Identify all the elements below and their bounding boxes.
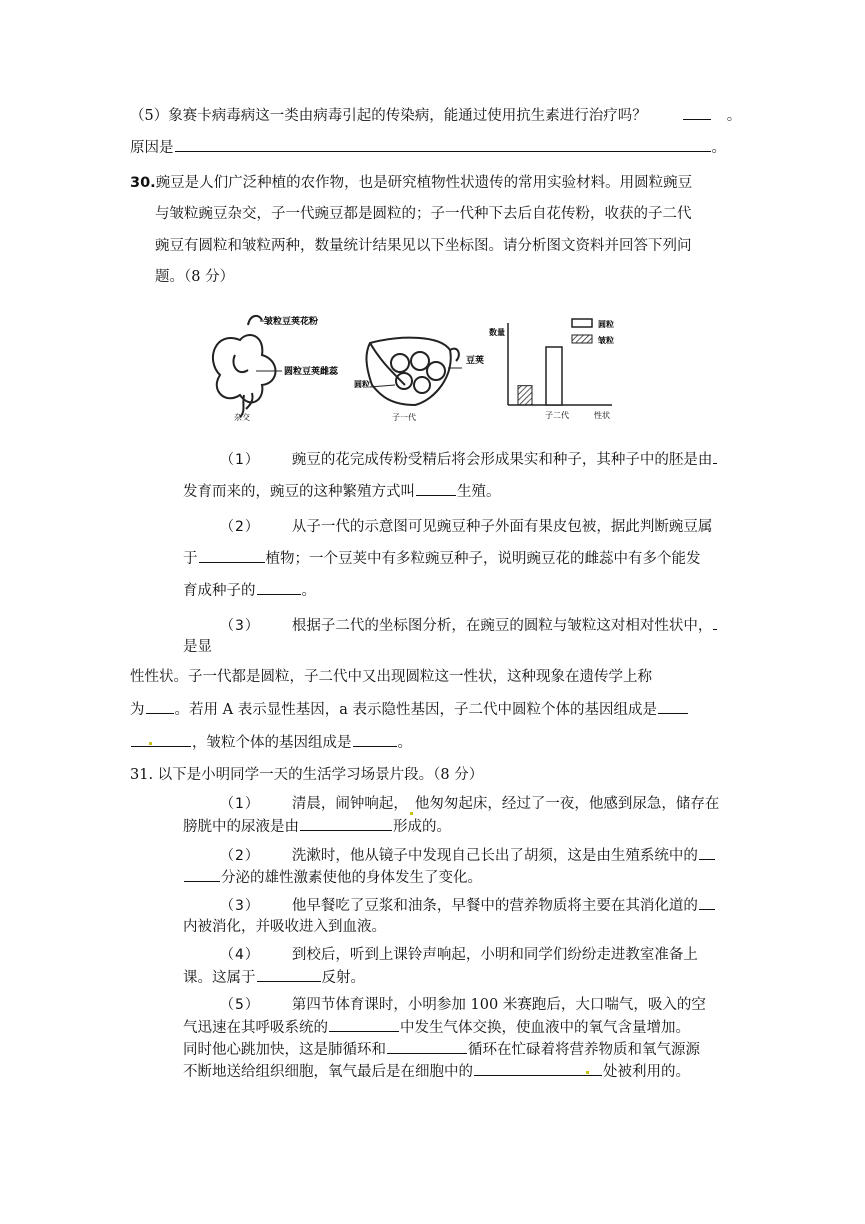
f2-bar-chart [489,319,614,420]
label-round-stigma: 圆粒豆荚雌蕊 [284,367,339,377]
answer-blank[interactable] [658,698,688,714]
label-pod: 豆荚 [466,356,485,366]
pea-pod-drawing [366,338,458,405]
q31-4-line1: （4） 到校后，听到上课铃声响起，小明和同学们纷纷走进教室准备上 [220,947,698,963]
q30-3-line5: ，皱粒个体的基因组成是 。 [130,731,412,754]
answer-blank[interactable] [199,547,265,563]
label-f1: 子一代 [392,413,416,422]
q30-3-line4: 为 。若用 A 表示显性基因，a 表示隐性基因，子二代中圆粒个体的基因组成是 [130,698,689,721]
q30-2-line2: 于 植物；一个豆荚中有多粒豌豆种子，说明豌豆花的雌蕊中有多个能发 [183,547,701,570]
q31-4-line2: 课。这属于 反射。 [183,966,365,989]
q31-2-line1: （2） 洗漱时，他从镜子中发现自己长出了胡须，这是由生殖系统中的 [220,844,716,867]
chart-x-label: 性状 [594,411,610,420]
answer-blank[interactable] [353,731,397,747]
answer-blank[interactable] [146,698,174,714]
legend-round-swatch [572,319,592,327]
q31-5-line4: 不断地送给组织细胞，氧气最后是在细胞中的 处被利用的。 [183,1060,690,1083]
q30-3-line3: 性性状。子一代都是圆粒，子二代中又出现圆粒这一性状，这种现象在遗传学上称 [130,669,652,685]
q31-intro: 31. 以下是小明同学一天的生活学习场景片段。（8 分） [130,767,484,783]
q31-2-line2: 分泌的雄性激素使他的身体发生了变化。 [183,866,482,889]
q31-3-line2: 内被消化，并吸收进入到血液。 [183,919,386,935]
q30-3-line1: （3） 根据子二代的坐标图分析，在豌豆的圆粒与皱粒这对相对性状中， [220,614,718,637]
q30-3-line2: 是显 [183,639,212,655]
q30-2-line1: （2） 从子一代的示意图可见豌豆种子外面有果皮包被，据此判断豌豆属 [220,519,713,535]
answer-blank[interactable] [329,1016,399,1032]
q30-intro-line3: 豌豆有圆粒和皱粒两种，数量统计结果见以下坐标图。请分析图文资料并回答下列问 [155,238,692,254]
answer-blank[interactable] [713,448,717,464]
answer-blank[interactable] [683,104,711,120]
answer-blank[interactable] [416,480,456,496]
chart-y-label: 数量 [489,328,505,337]
answer-blank[interactable] [175,136,711,152]
label-cross: 杂交 [234,413,250,422]
answer-blank[interactable] [699,894,715,910]
chart-x-category: 子二代 [545,411,569,420]
q29-5-line1: （5）象赛卡病毒病这一类由病毒引起的传染病，能通过使用抗生素进行治疗吗？ 。 [130,104,741,127]
answer-blank[interactable] [257,966,321,982]
answer-blank[interactable] [184,866,220,882]
legend-wrinkled-label: 皱粒 [598,336,614,345]
q30-intro-line2: 与皱粒豌豆杂交，子一代豌豆都是圆粒的；子一代种下去后自花传粉，收获的子二代 [155,206,692,222]
q30-1-line2: 发育而来的，豌豆的这种繁殖方式叫 生殖。 [183,480,501,503]
q30-1-line1: （1） 豌豆的花完成传粉受精后将会形成果实和种子，其种子中的胚是由 [220,448,718,471]
answer-blank[interactable] [257,579,301,595]
label-round-seed: 圆粒 [354,380,370,389]
legend-round-label: 圆粒 [598,320,614,329]
answer-blank[interactable] [699,844,715,860]
q31-1-line1: （1） 清晨，闹钟响起， 他匆匆起床，经过了一夜，他感到尿急，储存在 [220,793,719,815]
pea-figure [200,305,640,425]
q30-2-line3: 育成种子的 。 [183,579,316,602]
label-wrinkled-pollen: 皱粒豆荚花粉 [264,317,319,327]
q31-5-line2: 气迅速在其呼吸系统的 中发生气体交换，使血液中的氧气含量增加。 [183,1016,690,1039]
answer-blank[interactable] [713,614,717,630]
q30-intro-line1: 30.豌豆是人们广泛种植的农作物，也是研究植物性状遗传的常用实验材料。用圆粒豌豆 [130,175,693,191]
q30-intro-line4: 题。（8 分） [155,269,235,285]
answer-blank[interactable] [387,1038,467,1054]
answer-blank[interactable] [474,1060,602,1076]
bar-wrinkled [518,386,532,405]
q31-1-line2: 膀胱中的尿液是由 形成的。 [183,815,451,838]
q29-5-line2: 原因是 。 [130,136,726,159]
answer-blank[interactable] [131,731,191,747]
legend-wrinkled-swatch [572,335,592,343]
answer-blank[interactable] [300,815,392,831]
q31-5-line1: （5） 第四节体育课时，小明参加 100 米赛跑后，大口喘气，吸入的空 [220,997,706,1013]
q31-3-line1: （3） 他早餐吃了豆浆和油条，早餐中的营养物质将主要在其消化道的 [220,894,716,917]
q31-5-line3: 同时他心跳加快，这是肺循环和 循环在忙碌着将营养物质和氧气源源 [183,1038,700,1061]
bar-round [546,347,562,405]
pea-flower-drawing [213,316,276,417]
